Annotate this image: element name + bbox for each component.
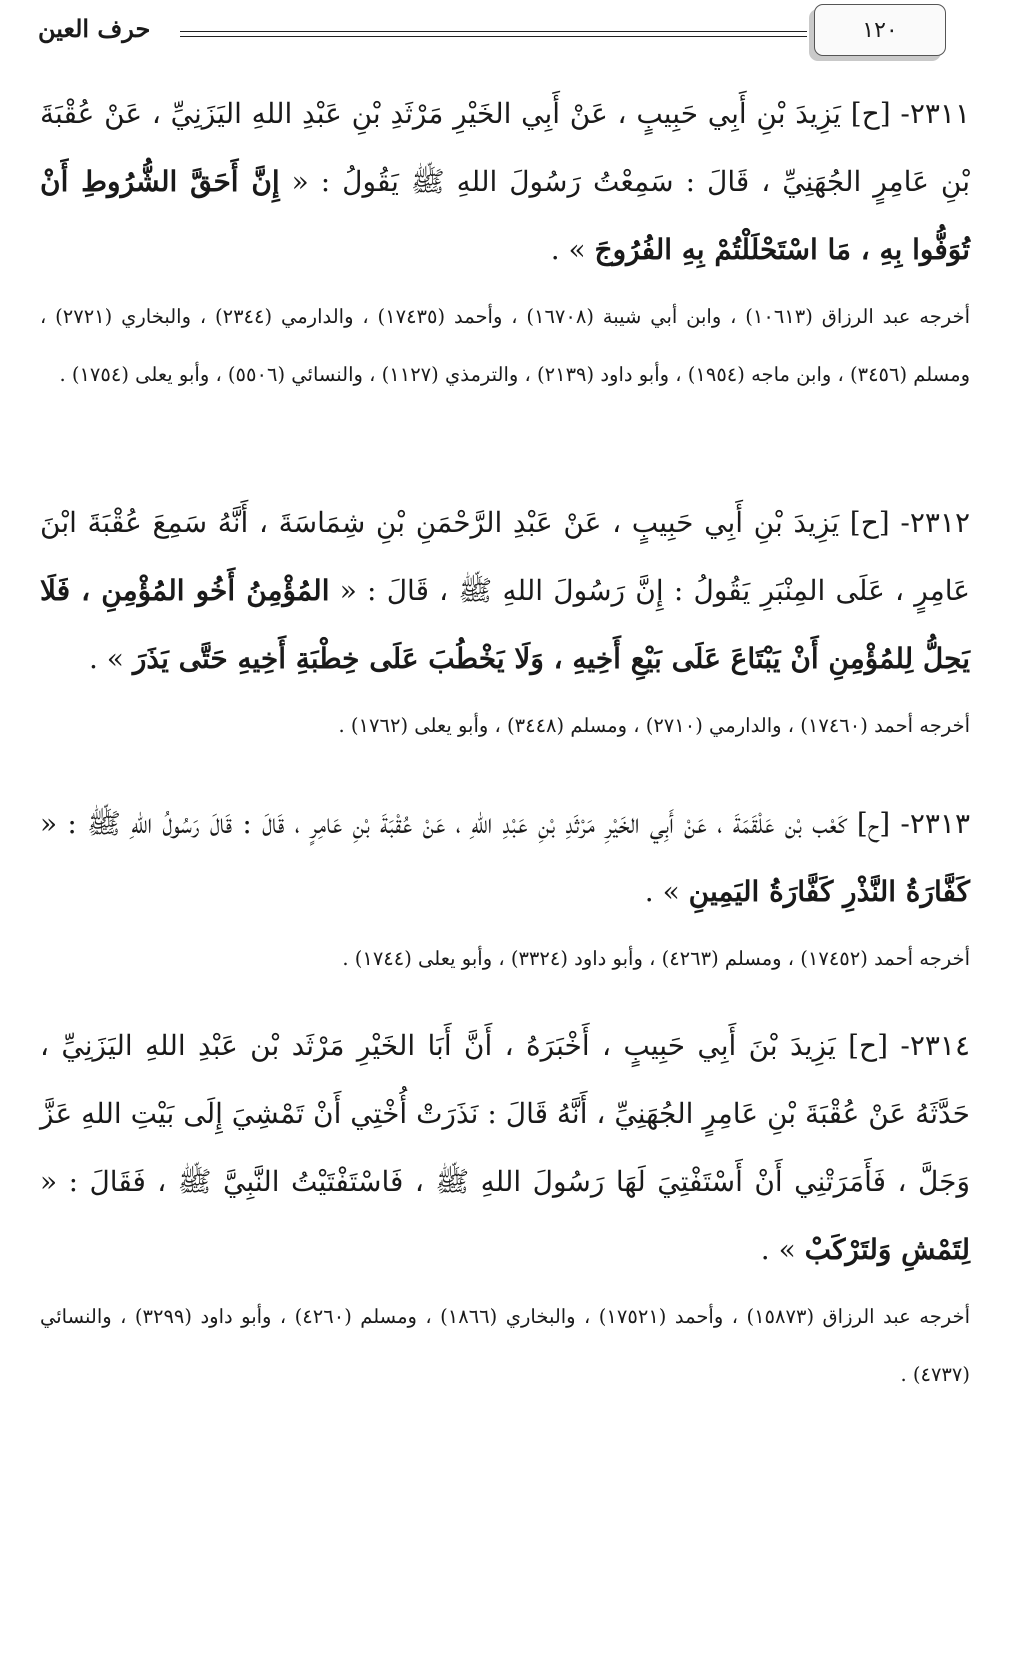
- hadith-entry: [40, 489, 970, 755]
- hadith-close: » .: [89, 642, 133, 675]
- header-rule: [180, 36, 807, 37]
- page-number: ١٢٠: [862, 17, 898, 43]
- takhrij-note: أخرجه عبد الرزاق (١٠٦١٣) ، وابن أبي شيبة (١٦٧٠٨) ، وأحمد (١٧٤٣٥) ، والدارمي (٢٣٤٤) ، والبخاري (٢٧٢١) ، ومسلم (٣٤٥٦) ، وابن ماجه (١٩٥٤) ، وأبو داود (٢١٣٩) ، والترمذي (١١٢٧) ، والنسائي (٥٥٠٦) ، وأبو يعلى (١٧٥٤) .: [40, 305, 970, 386]
- hadith-number: ٢٣١١: [909, 97, 970, 130]
- hadith-entry: [40, 1012, 970, 1404]
- hadith-text: [40, 489, 970, 693]
- hadith-isnad: - [ح] يَزِيدَ بْنِ أَبِي حَبِيبٍ ، عَنْ عَبْدِ الرَّحْمَنِ بْنِ شِمَاسَةَ ، أَنَّهُ سَمِعَ عُقْبَةَ ابْنَ عَامِرٍ ، عَلَى المِنْبَرِ يَقُولُ : إِنَّ رَسُولَ اللهِ ﷺ ، قَالَ : «: [40, 506, 970, 607]
- hadith-entry: [40, 80, 970, 404]
- header-rule: [180, 31, 807, 32]
- chapter-title: حرف العين: [38, 14, 151, 43]
- takhrij-note: أخرجه أحمد (١٧٤٥٢) ، ومسلم (٤٢٦٣) ، وأبو داود (٣٣٢٤) ، وأبو يعلى (١٧٤٤) .: [342, 947, 970, 970]
- hadith-matn: إِنَّ أَحَقَّ الشُّرُوطِ أَنْ تُوَفُّوا بِهِ ، مَا اسْتَحْلَلْتُمْ بِهِ الفُرُوجَ: [40, 165, 970, 266]
- takhrij-note: أخرجه عبد الرزاق (١٥٨٧٣) ، وأحمد (١٧٥٢١) ، والبخاري (١٨٦٦) ، ومسلم (٤٢٦٠) ، وأبو داود (٣٢٩٩) ، والنسائي (٤٧٣٧) .: [40, 1305, 971, 1386]
- hadith-close: » .: [550, 233, 595, 266]
- hadith-number: ٢٣١٣: [909, 807, 970, 840]
- hadith-text: [40, 790, 970, 926]
- hadith-close: » .: [760, 1233, 805, 1266]
- page-number-box: [814, 4, 946, 56]
- hadith-matn: كَفَّارَةُ النَّذْرِ كَفَّارَةُ اليَمِينِ: [688, 875, 970, 908]
- hadith-isnad: - [ح] كَعْب بْن عَلْقَمَةَ ، عَنْ أَبِي الخَيْرِ مَرْثَدِ بْنِ عَبْدِ اللهِ ، عَنْ عُقْبَةَ بْنِ عَامِرٍ ، قَالَ : قَالَ رَسُولُ اللهِ ﷺ : «: [40, 807, 910, 840]
- hadith-matn: المُؤْمِنُ أَخُو المُؤْمِنِ ، فَلَا يَحِلُّ لِلمُؤْمِنِ أَنْ يَبْتَاعَ عَلَى بَيْعِ أَخِيهِ ، وَلَا يَخْطُبَ عَلَى خِطْبَةِ أَخِيهِ حَتَّى يَذَرَ: [40, 574, 970, 675]
- hadith-text: [40, 80, 970, 284]
- hadith-text: [40, 1012, 970, 1284]
- hadith-entry: [40, 790, 970, 988]
- hadith-number: ٢٣١٤: [909, 1029, 970, 1062]
- hadith-isnad: - [ح] يَزِيدَ بْنَ أَبِي حَبِيبٍ ، أَخْبَرَهُ ، أَنَّ أَبَا الخَيْرِ مَرْثَد بْن عَبْدِ اللهِ اليَزَنِيِّ ، حَدَّثَهُ عَنْ عُقْبَةَ بْنِ عَامِرٍ الجُهَنِيِّ ، أَنَّهُ قَالَ : نَذَرَتْ أُخْتِي أَنْ تَمْشِيَ إِلَى بَيْتِ اللهِ عَزَّ وَجَلَّ ، فَأَمَرَتْنِي أَنْ أَسْتَفْتِيَ لَهَا رَسُولَ اللهِ ﷺ ، فَاسْتَفْتَيْتُ النَّبِيَّ ﷺ ، فَقَالَ : «: [40, 1029, 970, 1198]
- hadith-isnad: - [ح] يَزِيدَ بْنِ أَبِي حَبِيبٍ ، عَنْ أَبِي الخَيْرِ مَرْثَدِ بْنِ عَبْدِ اللهِ اليَزَنِيِّ ، عَنْ عُقْبَةَ بْنِ عَامِرٍ الجُهَنِيِّ ، قَالَ : سَمِعْتُ رَسُولَ اللهِ ﷺ يَقُولُ : «: [40, 97, 970, 198]
- takhrij-note: أخرجه أحمد (١٧٤٦٠) ، والدارمي (٢٧١٠) ، ومسلم (٣٤٤٨) ، وأبو يعلى (١٧٦٢) .: [338, 714, 970, 737]
- hadith-close: » .: [644, 875, 689, 908]
- hadith-matn: لِتَمْشِ وَلتَرْكَبْ: [804, 1233, 970, 1266]
- hadith-number: ٢٣١٢: [909, 506, 970, 539]
